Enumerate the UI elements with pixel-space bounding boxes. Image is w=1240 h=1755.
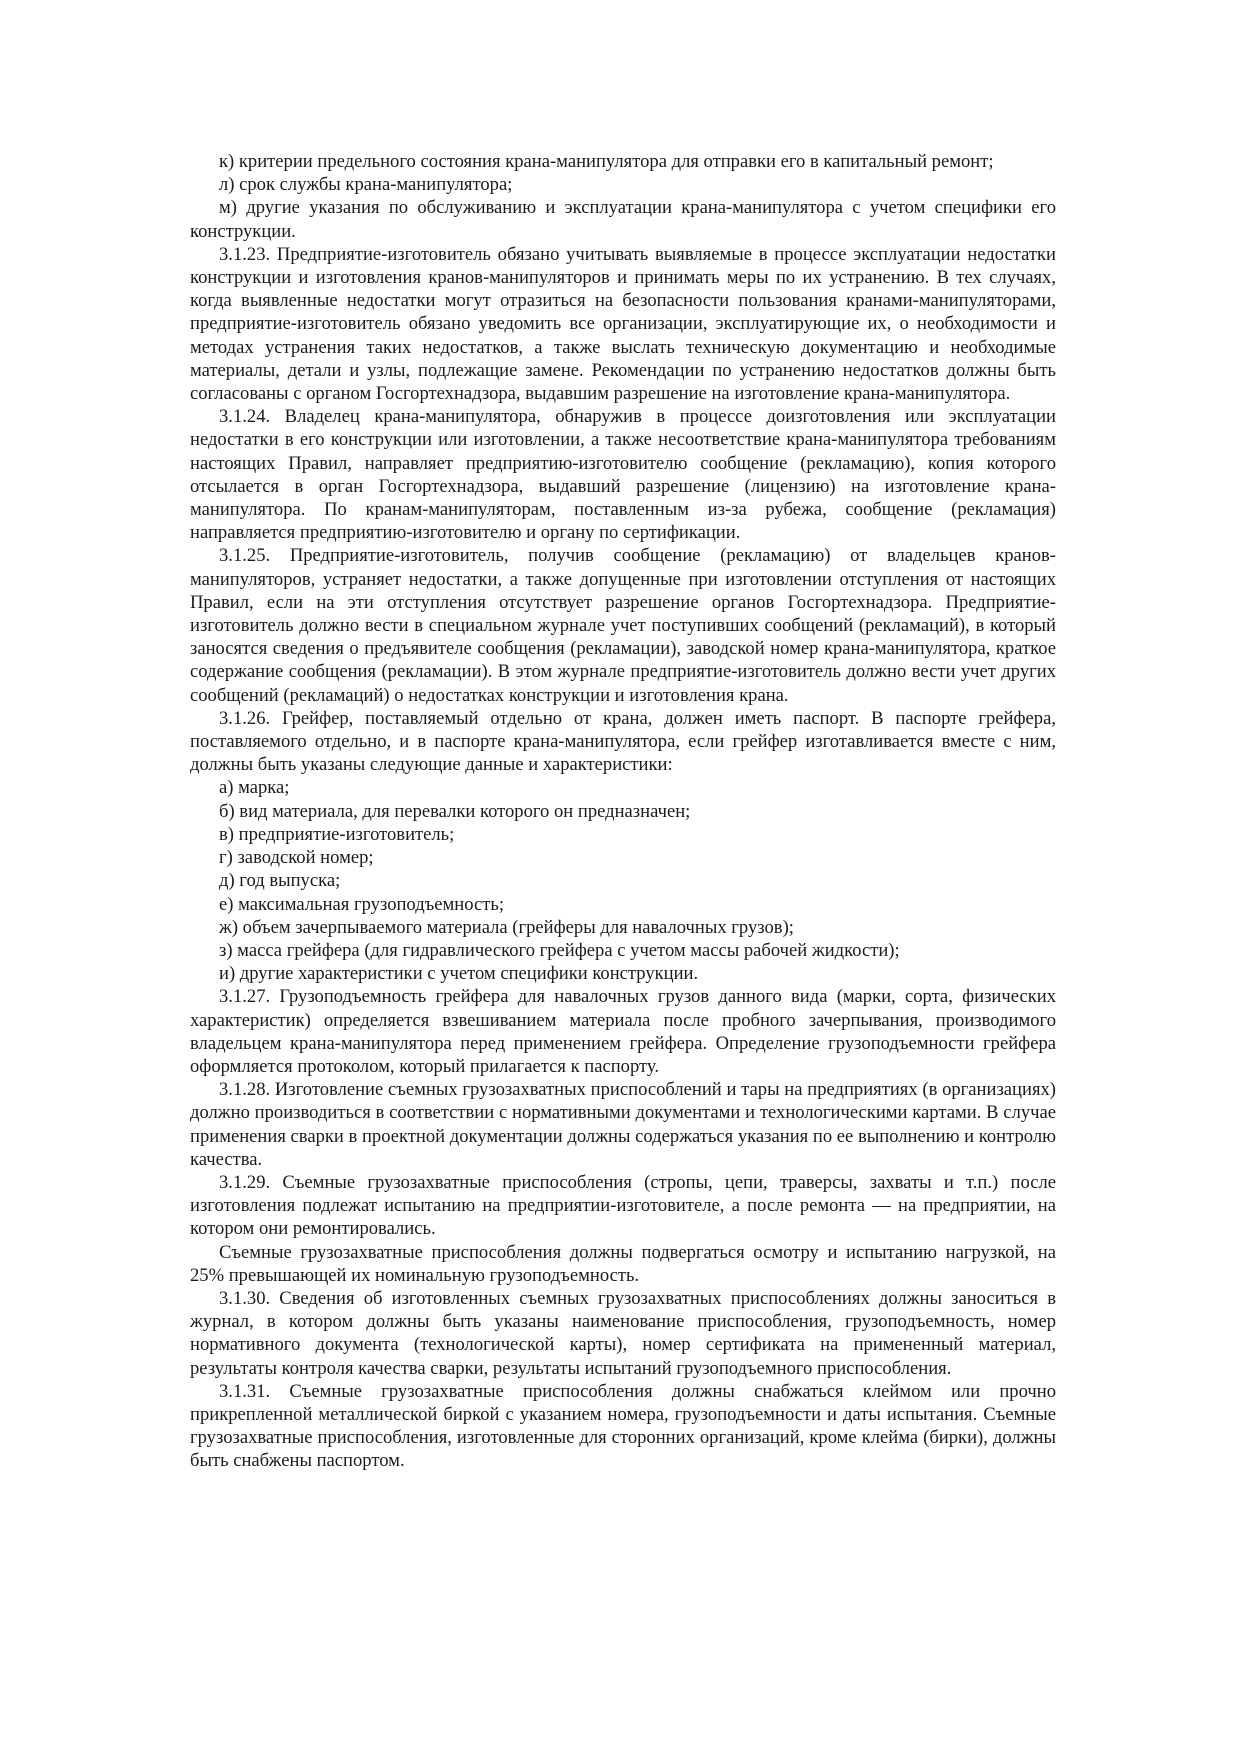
list-item: г) заводской номер; [219,847,374,869]
paragraph: 3.1.24. Владелец крана-манипулятора, обнаружив в процессе доизготовления или эксплуатации недостатки в его конструкции или изготовлении, а также несоответствие крана-манипулятора требованиям настоящих Правил, направляет предприятию-изготовителю сообщение (рекламацию), копия которого отсылается в орган Госгортехнадзора, выдавший разрешение (лицензию) на изготовление крана-манипулятора. По кранам-манипуляторам, поставленным из-за рубежа, сообщение (рекламация) направляется предприятию-изготовителю и органу по сертификации. [190,406,1056,544]
paragraph: 3.1.28. Изготовление съемных грузозахватных приспособлений и тары на предприятиях (в организациях) должно производиться в соответствии с нормативными документами и технологическими картами. В случае применения сварки в проектной документации должны содержаться указания по ее выполнению и контролю качества. [190,1079,1056,1170]
list-item: б) вид материала, для перевалки которого он предназначен; [219,800,691,822]
list-item: в) предприятие-изготовитель; [219,823,455,845]
paragraph: 3.1.31. Съемные грузозахватные приспособления должны снабжаться клеймом или прочно прикрепленной металлической биркой с указанием номера, грузоподъемности и даты испытания. Съемные грузозахватные приспособления, изготовленные для сторонних организаций, кроме клейма (бирки), должны быть снабжены паспортом. [190,1380,1056,1472]
document-body [190,150,1056,1473]
paragraph: 3.1.26. Грейфер, поставляемый отдельно от крана, должен иметь паспорт. В паспорте грейфера, поставляемого отдельно, и в паспорте крана-манипулятора, если грейфер изготавливается вместе с ним, должны быть указаны следующие данные и характеристики: [190,707,1056,776]
paragraph: Съемные грузозахватные приспособления должны подвергаться осмотру и испытанию нагрузкой, на 25% превышающей их номинальную грузоподъемность. [190,1241,1056,1286]
list-item: д) год выпуска; [219,870,341,892]
list-item: е) максимальная грузоподъемность; [219,893,505,915]
paragraph: л) срок службы крана-манипулятора; [219,174,513,196]
list-item: ж) объем зачерпываемого материала (грейферы для навалочных грузов); [219,916,794,938]
paragraph: 3.1.23. Предприятие-изготовитель обязано учитывать выявляемые в процессе эксплуатации недостатки конструкции и изготовления кранов-манипуляторов и принимать меры по их устранению. В тех случаях, когда выявленные недостатки могут отразиться на безопасности пользования кранами-манипуляторами, предприятие-изготовитель обязано уведомить все организации, эксплуатирующие их, о необходимости и методах устранения таких недостатков, а также выслать техническую документацию и необходимые материалы, детали и узлы, подлежащие замене. Рекомендации по устранению недостатков должны быть согласованы с органом Госгортехнадзора, выдавшим разрешение на изготовление крана-манипулятора. [190,243,1056,405]
paragraph: 3.1.25. Предприятие-изготовитель, получив сообщение (рекламацию) от владельцев кранов-манипуляторов, устраняет недостатки, а также допущенные при изготовлении отступления от настоящих Правил, если на эти отступления отсутствует разрешение органов Госгортехнадзора. Предприятие-изготовитель должно вести в специальном журнале учет поступивших сообщений (рекламаций), в который заносятся сведения о предъявителе сообщения (рекламации), заводской номер крана-манипулятора, краткое содержание сообщения (рекламации). В этом журнале предприятие-изготовитель должно вести учет других сообщений (рекламаций) о недостатках конструкции и изготовления крана. [190,545,1056,706]
list-item: и) другие характеристики с учетом специфики конструкции. [219,963,699,985]
paragraph: 3.1.27. Грузоподъемность грейфера для навалочных грузов данного вида (марки, сорта, физических характеристик) определяется взвешиванием материала после пробного зачерпывания, производимого владельцем крана-манипулятора перед применением грейфера. Определение грузоподъемности грейфера оформляется протоколом, который прилагается к паспорту. [190,986,1056,1077]
paragraph: 3.1.29. Съемные грузозахватные приспособления (стропы, цепи, траверсы, захваты и т.п.) после изготовления подлежат испытанию на предприятии-изготовителе, а после ремонта — на предприятии, на котором они ремонтировались. [190,1171,1056,1240]
paragraph: к) критерии предельного состояния крана-манипулятора для отправки его в капитальный ремонт; [219,151,994,172]
list-item: з) масса грейфера (для гидравлического грейфера с учетом массы рабочей жидкости); [219,939,900,961]
list-item: а) марка; [219,777,290,799]
paragraph: м) другие указания по обслуживанию и эксплуатации крана-манипулятора с учетом специфики его конструкции. [190,197,1056,242]
paragraph: 3.1.30. Сведения об изготовленных съемных грузозахватных приспособлениях должны заноситься в журнал, в котором должны быть указаны наименование приспособления, грузоподъемность, номер нормативного документа (технологической карты), номер сертификата на примененный материал, результаты контроля качества сварки, результаты испытаний грузоподъемного приспособления. [190,1287,1056,1379]
